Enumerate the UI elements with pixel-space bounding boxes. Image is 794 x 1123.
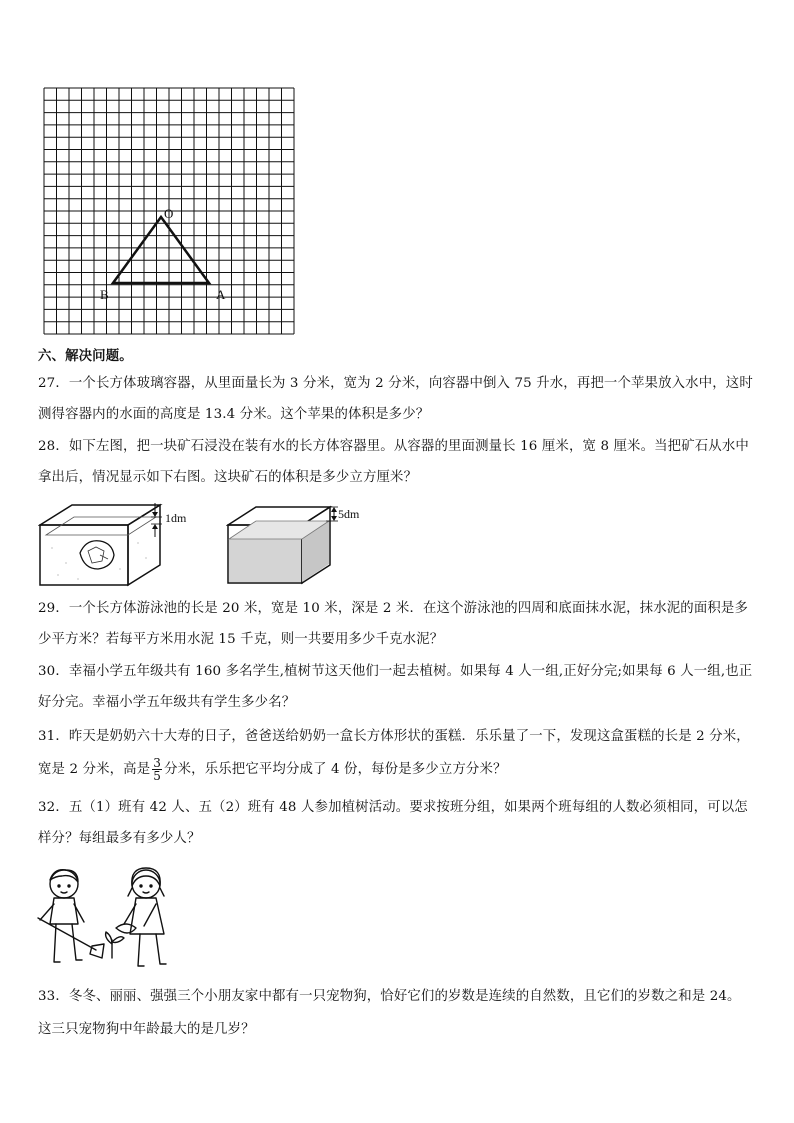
q32-line1: 32．五（1）班有 42 人、五（2）班有 48 人参加植树活动。要求按班分组，如果两个班每组的人数必须相同，可以怎 — [38, 800, 748, 815]
container-with-rock-figure — [38, 503, 198, 592]
children-svg — [32, 862, 192, 974]
q31-line2-end: 分米，乐乐把它平均分成了 4 份，每份是多少立方分米？ — [164, 762, 507, 777]
q32-line2: 样分？每组最多有多少人？ — [38, 831, 201, 846]
q33-line1: 33．冬冬、丽丽、强强三个小朋友家中都有一只宠物狗，恰好它们的岁数是连续的自然数，且它们的岁数之和是 24。 — [38, 989, 741, 1004]
q33-line2: 这三只宠物狗中年龄最大的是几岁？ — [38, 1022, 255, 1037]
q30-line2: 好分完。幸福小学五年级共有学生多少名？ — [38, 695, 296, 710]
q31-line2-start: 宽是 2 分米，高是 — [38, 762, 151, 777]
q27-line2: 测得容器内的水面的高度是 13.4 分米。这个苹果的体积是多少？ — [38, 407, 430, 422]
q31-line2 — [38, 757, 507, 782]
q29-line1: 29．一个长方体游泳池的长是 20 米，宽是 10 米，深是 2 米．在这个游泳池的四周和底面抹水泥，抹水泥的面积是多 — [38, 601, 748, 616]
container-water-svg — [226, 503, 386, 588]
triangle-oab — [113, 217, 209, 283]
children-planting-illustration — [32, 862, 192, 978]
q30-line1: 30．幸福小学五年级共有 160 多名学生,植树节这天他们一起去植树。如果每 4 人一组,正好分完;如果每 6 人一组,也正 — [38, 664, 753, 679]
point-a-label: A — [216, 287, 226, 302]
q29-line2: 少平方米？若每平方米用水泥 15 千克，则一共要用多少千克水泥？ — [38, 632, 444, 647]
point-b-label: B — [100, 287, 109, 302]
point-o-label: O — [164, 206, 174, 221]
fraction-three-fifths — [152, 757, 162, 782]
fraction-numerator: 3 — [153, 756, 162, 770]
right-dimension-label: 5dm — [338, 507, 360, 521]
q27-line1: 27．一个长方体玻璃容器，从里面量长为 3 分米，宽为 2 分米，向容器中倒入 75 升水，再把一个苹果放入水中，这时 — [38, 376, 753, 391]
q28-line1: 28．如下左图，把一块矿石浸没在装有水的长方体容器里。从容器的里面测量长 16 厘米，宽 8 厘米。当把矿石从水中 — [38, 439, 749, 454]
left-dimension-label: 1dm — [165, 511, 187, 525]
container-water-figure — [226, 503, 386, 592]
fraction-denominator: 5 — [153, 769, 162, 783]
q28-line2: 拿出后，情况显示如下右图。这块矿石的体积是多少立方厘米？ — [38, 470, 418, 485]
section-title: 六、解决问题。 — [38, 348, 133, 364]
grid-figure — [42, 86, 296, 340]
q31-line1: 31．昨天是奶奶六十大寿的日子，爸爸送给奶奶一盒长方体形状的蛋糕．乐乐量了一下，发现这盒蛋糕的长是 2 分米， — [38, 729, 750, 744]
